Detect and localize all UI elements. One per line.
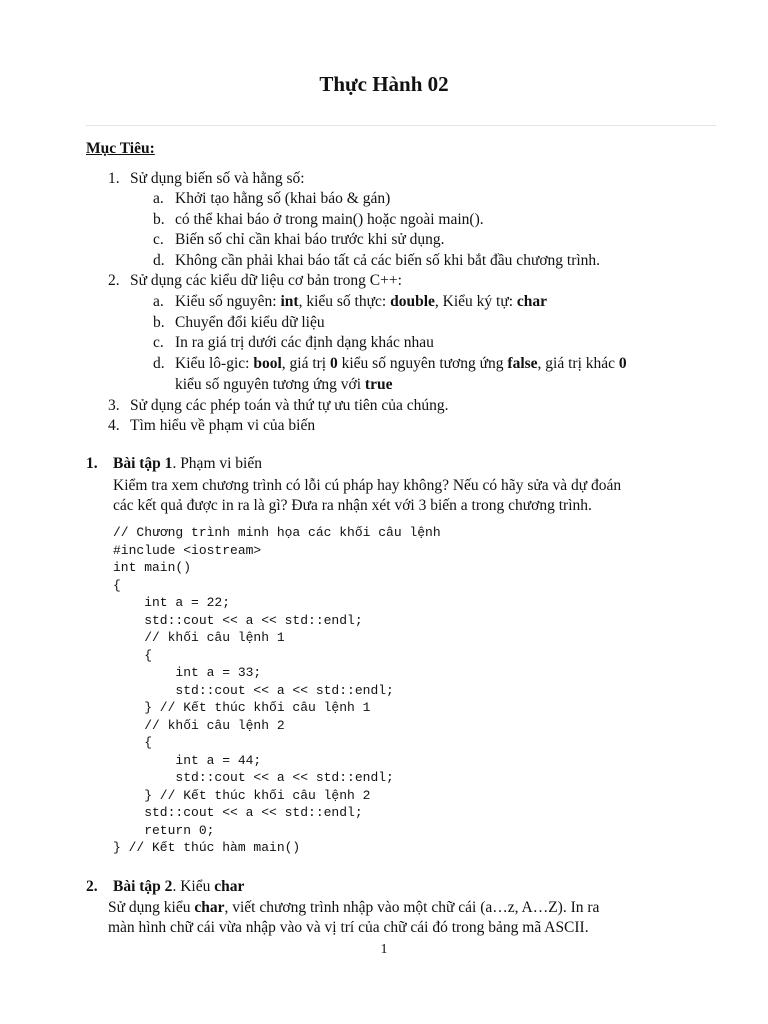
keyword-double: double bbox=[390, 293, 435, 310]
sub-text: In ra giá trị dưới các định dạng khác nhau bbox=[175, 334, 434, 351]
text-segment: , giá trị bbox=[281, 355, 330, 372]
sub-text: có thể khai báo ở trong main() hoặc ngoài main(). bbox=[175, 211, 484, 228]
sub-text: Biến số chỉ cần khai báo trước khi sử dụng. bbox=[175, 231, 445, 248]
exercise-title-text: . Kiểu bbox=[172, 878, 215, 895]
code-line: #include <iostream> bbox=[113, 543, 262, 558]
objective-number: 1. bbox=[108, 170, 120, 187]
text-segment: , giá trị khác bbox=[537, 355, 619, 372]
objective-number: 3. bbox=[108, 397, 120, 414]
keyword-zero: 0 bbox=[618, 355, 627, 372]
sub-letter: c. bbox=[153, 231, 164, 248]
code-line: } // Kết thúc khối câu lệnh 2 bbox=[113, 788, 371, 803]
code-line: { bbox=[113, 578, 121, 593]
sub-letter: d. bbox=[153, 355, 165, 372]
objective-text: Sử dụng biến số và hằng số: bbox=[130, 170, 305, 187]
objective-number: 4. bbox=[108, 417, 120, 434]
exercise-desc: Kiểm tra xem chương trình có lỗi cú pháp hay không? Nếu có hãy sửa và dự đoán bbox=[113, 477, 622, 494]
keyword-false: false bbox=[507, 355, 538, 372]
code-line: } // Kết thúc khối câu lệnh 1 bbox=[113, 700, 371, 715]
sub-text bbox=[175, 354, 627, 374]
sub-letter: b. bbox=[153, 314, 165, 331]
code-line: int a = 44; bbox=[113, 753, 262, 768]
keyword-char: char bbox=[214, 878, 245, 895]
keyword-true: true bbox=[364, 376, 393, 393]
code-line: return 0; bbox=[113, 823, 215, 838]
sub-letter: d. bbox=[153, 252, 165, 269]
text-segment: , viết chương trình nhập vào một chữ cái (a…z, A…Z). In ra bbox=[224, 899, 600, 916]
sub-letter: a. bbox=[153, 190, 164, 207]
code-line: // khối câu lệnh 1 bbox=[113, 630, 285, 645]
objective-text: Sử dụng các kiểu dữ liệu cơ bản trong C++: bbox=[130, 272, 402, 289]
exercise-number: 2. bbox=[86, 878, 98, 895]
exercise-label: Bài tập 2 bbox=[113, 878, 173, 895]
text-segment: kiểu số nguyên tương ứng với bbox=[175, 376, 365, 393]
code-line: std::cout << a << std::endl; bbox=[113, 770, 394, 785]
text-segment: kiểu số nguyên tương ứng bbox=[337, 355, 508, 372]
exercise-heading bbox=[113, 877, 244, 897]
keyword-char: char bbox=[516, 293, 548, 310]
code-line: std::cout << a << std::endl; bbox=[113, 683, 394, 698]
sub-text bbox=[175, 375, 392, 395]
exercise-number: 1. bbox=[86, 455, 98, 472]
exercise-desc: các kết quả được in ra là gì? Đưa ra nhận xét với 3 biến a trong chương trình. bbox=[113, 497, 592, 514]
exercise-title-text: . Phạm vi biến bbox=[172, 455, 262, 472]
sub-text bbox=[175, 292, 547, 312]
code-line: std::cout << a << std::endl; bbox=[113, 613, 363, 628]
code-line: int a = 33; bbox=[113, 665, 262, 680]
sub-text: Không cần phải khai báo tất cả các biến số khi bắt đầu chương trình. bbox=[175, 252, 601, 269]
sub-letter: a. bbox=[153, 293, 164, 310]
exercise-heading bbox=[113, 454, 262, 474]
objective-number: 2. bbox=[108, 272, 120, 289]
code-line: int main() bbox=[113, 560, 192, 575]
code-line: { bbox=[113, 648, 153, 663]
keyword-char: char bbox=[194, 899, 225, 916]
text-segment: Sử dụng kiểu bbox=[108, 899, 195, 916]
code-line: // Chương trình minh họa các khối câu lệnh bbox=[113, 525, 441, 540]
sub-letter: b. bbox=[153, 211, 165, 228]
code-line: int a = 22; bbox=[113, 595, 231, 610]
text-segment: Kiểu lô-gic: bbox=[175, 355, 254, 372]
sub-text: Chuyển đổi kiểu dữ liệu bbox=[175, 314, 325, 331]
sub-text: Khởi tạo hằng số (khai báo & gán) bbox=[175, 190, 391, 207]
page-number: 1 bbox=[380, 942, 388, 957]
code-line: } // Kết thúc hàm main() bbox=[113, 840, 301, 855]
code-line: { bbox=[113, 735, 153, 750]
keyword-int: int bbox=[280, 293, 299, 310]
objective-text: Tìm hiểu về phạm vi của biến bbox=[130, 417, 316, 434]
text-segment: Kiểu số nguyên: bbox=[175, 293, 281, 310]
text-segment: , Kiểu ký tự: bbox=[434, 293, 517, 310]
exercise-label: Bài tập 1 bbox=[113, 455, 173, 472]
keyword-zero: 0 bbox=[330, 355, 338, 372]
objectives-heading: Mục Tiêu: bbox=[86, 140, 155, 157]
page-title: Thực Hành 02 bbox=[319, 72, 449, 96]
exercise-desc: màn hình chữ cái vừa nhập vào và vị trí của chữ cái đó trong bảng mã ASCII. bbox=[108, 919, 589, 936]
keyword-bool: bool bbox=[253, 355, 282, 372]
exercise-desc bbox=[108, 898, 599, 918]
sub-letter: c. bbox=[153, 334, 164, 351]
objective-text: Sử dụng các phép toán và thứ tự ưu tiên của chúng. bbox=[130, 397, 449, 414]
code-line: std::cout << a << std::endl; bbox=[113, 805, 363, 820]
code-line: // khối câu lệnh 2 bbox=[113, 718, 285, 733]
text-segment: , kiểu số thực: bbox=[298, 293, 391, 310]
divider bbox=[86, 125, 716, 126]
